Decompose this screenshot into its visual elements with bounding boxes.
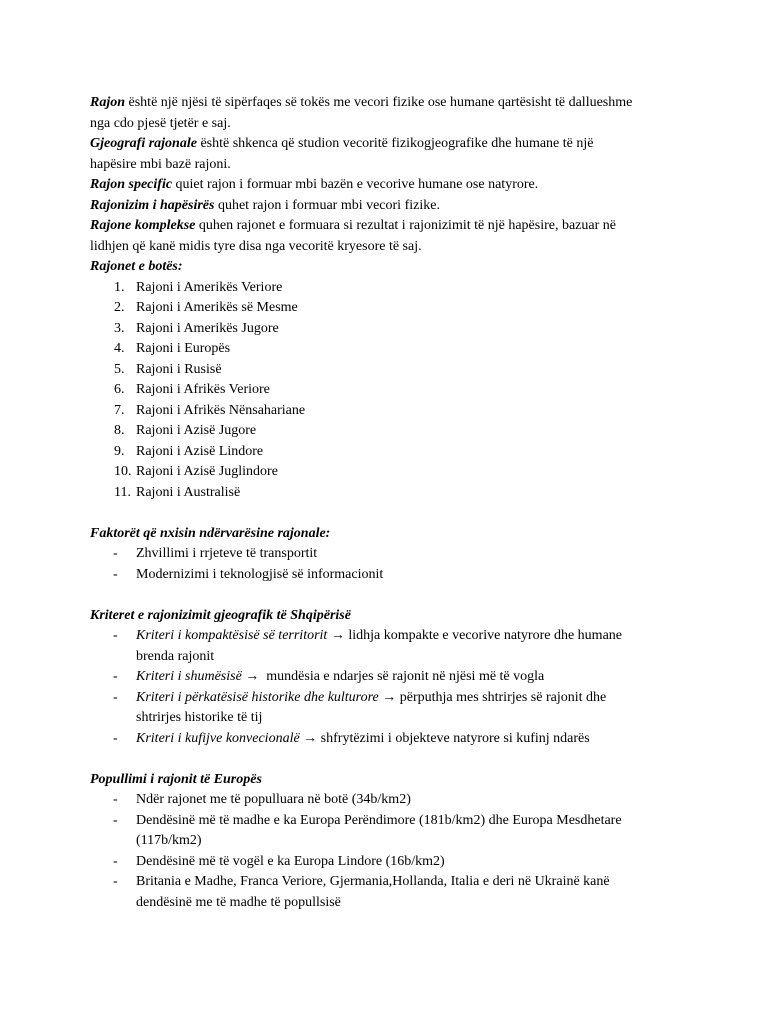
section-heading: Popullimi i rajonit të Europës: [90, 771, 262, 787]
criterion-item: [90, 667, 690, 688]
list-item-text: Rajoni i Afrikës Veriore: [136, 382, 270, 397]
bullet-item-text: Ndër rajonet me të populluara në botë (34b/km2): [136, 792, 411, 807]
list-item-text: Rajoni i Afrikës Nënsahariane: [136, 402, 306, 418]
bullet-item-text: Dendësinë më të madhe e ka Europa Perëndimore (181b/km2) dhe Europa Mesdhetare: [136, 812, 622, 828]
bullet-item-text: Britania e Madhe, Franca Veriore, Gjermania,Hollanda, Italia e deri në Ukrainë kanë: [136, 874, 610, 889]
list-number: 3.: [114, 320, 125, 336]
factors-heading: [90, 524, 690, 545]
blank-line: [90, 585, 690, 606]
bullet-dash: -: [113, 546, 118, 561]
list-number: 1.: [114, 279, 125, 295]
list-item: [90, 298, 690, 319]
bullet-item: [90, 565, 690, 586]
population-heading: [90, 770, 690, 791]
bullet-dash: -: [113, 628, 118, 643]
definition-term: Rajonizim i hapësirës: [90, 197, 215, 213]
criterion-description-continued: shtrirjes historike të tij: [136, 710, 263, 725]
definition-text: është një njësi të sipërfaqes së tokës me vecori fizike ose humane qartësisht të dallueshme: [128, 95, 633, 110]
section-heading: Faktorët që nxisin ndërvarësine rajonale:: [90, 525, 331, 541]
definition-term: Rajon specific: [90, 177, 173, 192]
list-item-text: Rajoni i Azisë Juglindore: [136, 464, 278, 479]
definition-text: është shkenca që studion vecoritë fizikogjeografike dhe humane të një: [200, 136, 594, 151]
definition-rajon-specific: [90, 175, 690, 196]
definition-text: quiet rajon i formuar mbi bazën e vecorive humane ose natyrore.: [175, 177, 539, 192]
criterion-item: [90, 688, 690, 709]
bullet-item: [90, 544, 690, 565]
list-item: [90, 442, 690, 463]
definition-text: quhen rajonet e formuara si rezultat i rajonizimit të një hapësire, bazuar në: [198, 218, 616, 233]
bullet-item-text-continued: (117b/km2): [136, 833, 202, 848]
list-number: 8.: [114, 423, 125, 438]
world-regions-heading: [90, 257, 690, 278]
bullet-item-text: Modernizimi i teknologjisë së informacionit: [136, 566, 384, 582]
criterion-description: → mundësia e ndarjes së rajonit në njësi më të vogla: [245, 669, 545, 684]
criterion-description: → përputhja mes shtrirjes së rajonit dhe: [382, 689, 607, 705]
definition-term: Rajon: [90, 95, 126, 110]
list-item: [90, 483, 690, 504]
definition-text: quhet rajon i formuar mbi vecori fizike.: [217, 197, 440, 213]
bullet-item: [90, 811, 690, 832]
definition-rajonizim: [90, 196, 690, 217]
list-item-text: Rajoni i Australisë: [136, 484, 241, 500]
bullet-item: [90, 852, 690, 873]
bullet-dash: -: [113, 730, 118, 746]
list-item: [90, 278, 690, 299]
bullet-item-text-continued: dendësinë me të madhe të popullsisë: [136, 894, 341, 910]
document-page: [90, 93, 690, 913]
criteria-heading: [90, 606, 690, 627]
definition-term: Rajone komplekse: [90, 218, 196, 233]
definition-text-continued: lidhjen që kanë midis tyre disa nga vecoritë kryesore të saj.: [90, 238, 422, 254]
bullet-dash: -: [113, 689, 118, 705]
criterion-description: → lidhja kompakte e vecorive natyrore dhe humane: [330, 628, 622, 643]
list-number: 7.: [114, 402, 125, 418]
bullet-item-text: Dendësinë më të vogël e ka Europa Lindore (16b/km2): [136, 853, 445, 869]
list-item: [90, 380, 690, 401]
criterion-item: [90, 626, 690, 647]
list-item-text: Rajoni i Amerikës së Mesme: [136, 300, 298, 315]
bullet-dash: -: [113, 874, 118, 889]
section-heading: Rajonet e botës:: [90, 259, 183, 274]
list-number: 4.: [114, 341, 125, 356]
list-number: 10.: [114, 464, 132, 479]
definition-gjeografi-rajonale: [90, 134, 690, 155]
bullet-dash: -: [113, 566, 118, 582]
bullet-dash: -: [113, 812, 118, 828]
criterion-continuation: [90, 647, 690, 668]
definition-continuation: [90, 237, 690, 258]
bullet-dash: -: [113, 669, 118, 684]
list-item: [90, 421, 690, 442]
list-item-text: Rajoni i Amerikës Jugore: [136, 320, 279, 336]
list-item-text: Rajoni i Rusisë: [136, 361, 222, 377]
bullet-item-continuation: [90, 893, 690, 914]
list-number: 11.: [114, 484, 131, 500]
list-item: [90, 401, 690, 422]
blank-line: [90, 503, 690, 524]
criterion-name: Kriteri i kompaktësisë së territorit: [136, 628, 328, 643]
list-number: 5.: [114, 361, 125, 377]
list-number: 6.: [114, 382, 125, 397]
definition-rajone-komplekse: [90, 216, 690, 237]
definition-continuation: [90, 155, 690, 176]
bullet-item-text: Zhvillimi i rrjeteve të transportit: [136, 546, 318, 561]
bullet-item: [90, 872, 690, 893]
list-number: 9.: [114, 443, 125, 459]
list-item-text: Rajoni i Europës: [136, 341, 231, 356]
definition-rajon: [90, 93, 690, 114]
criterion-continuation: [90, 708, 690, 729]
criterion-name: Kriteri i shumësisë: [136, 669, 242, 684]
list-item: [90, 339, 690, 360]
bullet-item: [90, 790, 690, 811]
list-item: [90, 462, 690, 483]
bullet-dash: -: [113, 853, 118, 869]
list-item: [90, 319, 690, 340]
criterion-description-continued: brenda rajonit: [136, 648, 215, 664]
section-heading: Kriteret e rajonizimit gjeografik të Shqipërisë: [90, 607, 351, 623]
list-item-text: Rajoni i Azisë Jugore: [136, 423, 257, 438]
criterion-name: Kriteri i kufijve konvecionalë: [136, 730, 300, 746]
definition-term: Gjeografi rajonale: [90, 136, 197, 151]
blank-line: [90, 749, 690, 770]
definition-text-continued: nga cdo pjesë tjetër e saj.: [90, 115, 231, 131]
list-item-text: Rajoni i Amerikës Veriore: [136, 279, 283, 295]
list-item-text: Rajoni i Azisë Lindore: [136, 443, 264, 459]
criterion-description: → shfrytëzimi i objekteve natyrore si kufinj ndarës: [303, 730, 590, 746]
definition-continuation: [90, 114, 690, 135]
criterion-item: [90, 729, 690, 750]
bullet-item-continuation: [90, 831, 690, 852]
criterion-name: Kriteri i përkatësisë historike dhe kulturore: [136, 689, 379, 705]
definition-text-continued: hapësire mbi bazë rajoni.: [90, 156, 231, 172]
bullet-dash: -: [113, 792, 118, 807]
list-item: [90, 360, 690, 381]
list-number: 2.: [114, 300, 125, 315]
